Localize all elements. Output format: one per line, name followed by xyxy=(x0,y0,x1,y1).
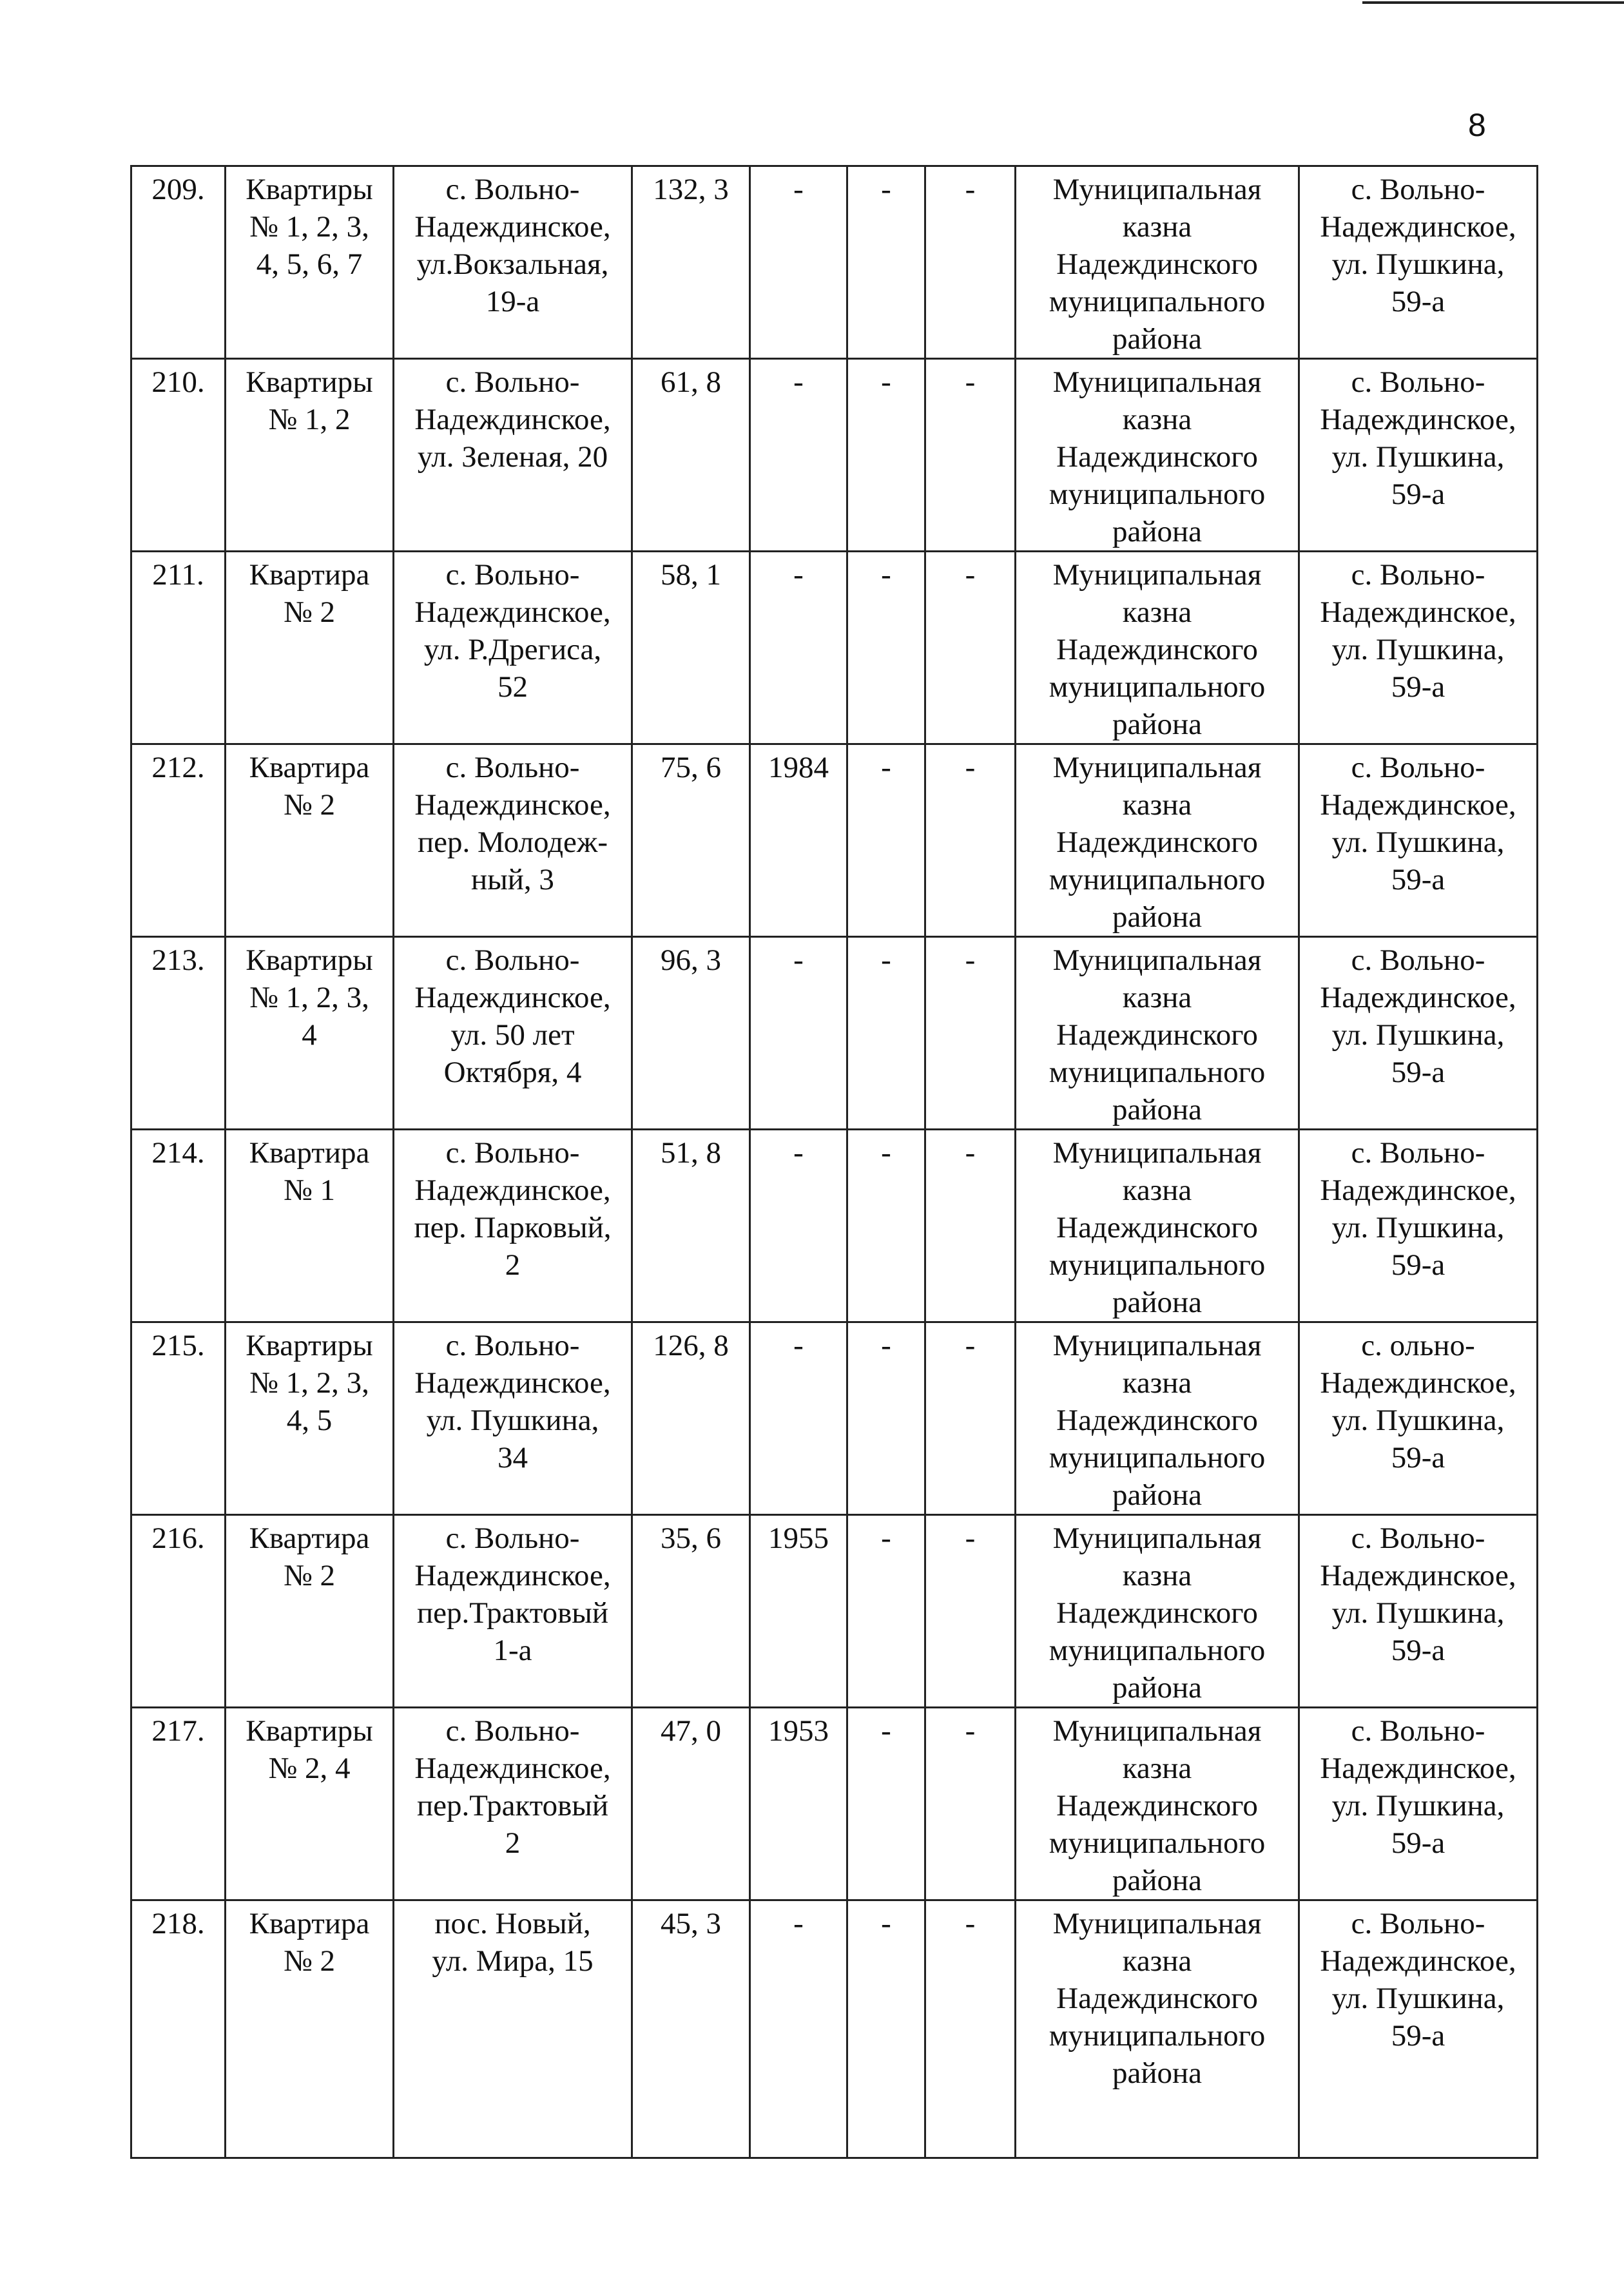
cell-area: 126, 8 xyxy=(632,1322,750,1515)
cell-holder-address: с. Вольно- Надеждинское, ул. Пушкина, 59-а xyxy=(1299,1515,1538,1708)
cell-object-name: Квартиры № 2, 4 xyxy=(226,1708,394,1900)
cell-object-name: Квартиры № 1, 2, 3, 4, 5 xyxy=(226,1322,394,1515)
cell-owner: Муниципальная казна Надеждинского муниципального района xyxy=(1016,1515,1299,1708)
cell-column-7: - xyxy=(925,552,1016,744)
cell-holder-address: с. Вольно- Надеждинское, ул. Пушкина, 59-а xyxy=(1299,937,1538,1130)
cell-row-number: 214. xyxy=(131,1130,226,1322)
cell-object-address: с. Вольно- Надеждинское, пер.Трактовый 2 xyxy=(394,1708,632,1900)
cell-holder-address: с. Вольно- Надеждинское, ул. Пушкина, 59-а xyxy=(1299,1130,1538,1322)
cell-column-7: - xyxy=(925,1515,1016,1708)
top-rule xyxy=(1362,1,1624,4)
cell-row-number: 216. xyxy=(131,1515,226,1708)
cell-owner: Муниципальная казна Надеждинского муниципального района xyxy=(1016,744,1299,937)
cell-object-address: пос. Новый, ул. Мира, 15 xyxy=(394,1900,632,2158)
cell-object-name: Квартира № 2 xyxy=(226,552,394,744)
cell-row-number: 215. xyxy=(131,1322,226,1515)
cell-area: 61, 8 xyxy=(632,359,750,552)
cell-holder-address: с. Вольно- Надеждинское, ул. Пушкина, 59-а xyxy=(1299,1900,1538,2158)
cell-area: 132, 3 xyxy=(632,166,750,359)
cell-row-number: 209. xyxy=(131,166,226,359)
table-row xyxy=(131,166,1538,359)
cell-column-6: - xyxy=(847,359,925,552)
cell-object-name: Квартира № 2 xyxy=(226,1900,394,2158)
table-row xyxy=(131,744,1538,937)
cell-area: 58, 1 xyxy=(632,552,750,744)
cell-year: - xyxy=(750,552,847,744)
cell-owner: Муниципальная казна Надеждинского муниципального района xyxy=(1016,552,1299,744)
cell-object-name: Квартира № 2 xyxy=(226,1515,394,1708)
page-number: 8 xyxy=(1468,107,1486,143)
property-table xyxy=(130,165,1538,2159)
cell-owner: Муниципальная казна Надеждинского муниципального района xyxy=(1016,1130,1299,1322)
cell-object-name: Квартиры № 1, 2 xyxy=(226,359,394,552)
cell-object-address: с. Вольно- Надеждинское, пер.Трактовый 1-а xyxy=(394,1515,632,1708)
cell-year: - xyxy=(750,1900,847,2158)
table-row xyxy=(131,359,1538,552)
cell-year: 1984 xyxy=(750,744,847,937)
cell-year: 1953 xyxy=(750,1708,847,1900)
cell-column-6: - xyxy=(847,1900,925,2158)
cell-area: 47, 0 xyxy=(632,1708,750,1900)
cell-row-number: 210. xyxy=(131,359,226,552)
cell-holder-address: с. Вольно- Надеждинское, ул. Пушкина, 59-а xyxy=(1299,744,1538,937)
cell-year: 1955 xyxy=(750,1515,847,1708)
cell-column-7: - xyxy=(925,359,1016,552)
cell-holder-address: с. Вольно- Надеждинское, ул. Пушкина, 59-а xyxy=(1299,359,1538,552)
cell-owner: Муниципальная казна Надеждинского муниципального района xyxy=(1016,1322,1299,1515)
cell-row-number: 217. xyxy=(131,1708,226,1900)
table-row xyxy=(131,1900,1538,2158)
cell-year: - xyxy=(750,937,847,1130)
cell-row-number: 211. xyxy=(131,552,226,744)
cell-area: 45, 3 xyxy=(632,1900,750,2158)
cell-column-6: - xyxy=(847,1322,925,1515)
cell-object-address: с. Вольно- Надеждинское, пер. Парковый, 2 xyxy=(394,1130,632,1322)
cell-owner: Муниципальная казна Надеждинского муниципального района xyxy=(1016,359,1299,552)
cell-object-address: с. Вольно- Надеждинское, ул. Р.Дрегиса, 52 xyxy=(394,552,632,744)
cell-holder-address: с. Вольно- Надеждинское, ул. Пушкина, 59-а xyxy=(1299,552,1538,744)
cell-object-name: Квартиры № 1, 2, 3, 4, 5, 6, 7 xyxy=(226,166,394,359)
cell-row-number: 213. xyxy=(131,937,226,1130)
cell-object-address: с. Вольно- Надеждинское, ул. Зеленая, 20 xyxy=(394,359,632,552)
cell-area: 51, 8 xyxy=(632,1130,750,1322)
cell-column-6: - xyxy=(847,1515,925,1708)
cell-holder-address: с. Вольно- Надеждинское, ул. Пушкина, 59-а xyxy=(1299,166,1538,359)
cell-column-6: - xyxy=(847,166,925,359)
cell-holder-address: с. ольно- Надеждинское, ул. Пушкина, 59-а xyxy=(1299,1322,1538,1515)
cell-column-6: - xyxy=(847,1708,925,1900)
table-row xyxy=(131,1130,1538,1322)
cell-column-7: - xyxy=(925,1900,1016,2158)
cell-owner: Муниципальная казна Надеждинского муниципального района xyxy=(1016,1900,1299,2158)
cell-column-7: - xyxy=(925,744,1016,937)
cell-object-address: с. Вольно- Надеждинское, пер. Молодеж- ный, 3 xyxy=(394,744,632,937)
cell-year: - xyxy=(750,1322,847,1515)
cell-object-address: с. Вольно- Надеждинское, ул. 50 лет Октября, 4 xyxy=(394,937,632,1130)
cell-row-number: 218. xyxy=(131,1900,226,2158)
table-row xyxy=(131,1708,1538,1900)
table-row xyxy=(131,937,1538,1130)
cell-column-6: - xyxy=(847,1130,925,1322)
cell-row-number: 212. xyxy=(131,744,226,937)
cell-year: - xyxy=(750,359,847,552)
cell-column-6: - xyxy=(847,552,925,744)
table-row xyxy=(131,552,1538,744)
table-row xyxy=(131,1515,1538,1708)
cell-area: 96, 3 xyxy=(632,937,750,1130)
cell-column-6: - xyxy=(847,937,925,1130)
cell-column-7: - xyxy=(925,1322,1016,1515)
cell-year: - xyxy=(750,1130,847,1322)
cell-object-address: с. Вольно- Надеждинское, ул.Вокзальная, 19-а xyxy=(394,166,632,359)
cell-holder-address: с. Вольно- Надеждинское, ул. Пушкина, 59-а xyxy=(1299,1708,1538,1900)
cell-object-name: Квартиры № 1, 2, 3, 4 xyxy=(226,937,394,1130)
cell-object-name: Квартира № 2 xyxy=(226,744,394,937)
cell-area: 35, 6 xyxy=(632,1515,750,1708)
cell-object-address: с. Вольно- Надеждинское, ул. Пушкина, 34 xyxy=(394,1322,632,1515)
cell-object-name: Квартира № 1 xyxy=(226,1130,394,1322)
cell-owner: Муниципальная казна Надеждинского муниципального района xyxy=(1016,937,1299,1130)
cell-column-6: - xyxy=(847,744,925,937)
cell-column-7: - xyxy=(925,1130,1016,1322)
cell-year: - xyxy=(750,166,847,359)
cell-owner: Муниципальная казна Надеждинского муниципального района xyxy=(1016,166,1299,359)
cell-area: 75, 6 xyxy=(632,744,750,937)
cell-column-7: - xyxy=(925,937,1016,1130)
cell-column-7: - xyxy=(925,166,1016,359)
cell-column-7: - xyxy=(925,1708,1016,1900)
table-row xyxy=(131,1322,1538,1515)
cell-owner: Муниципальная казна Надеждинского муниципального района xyxy=(1016,1708,1299,1900)
